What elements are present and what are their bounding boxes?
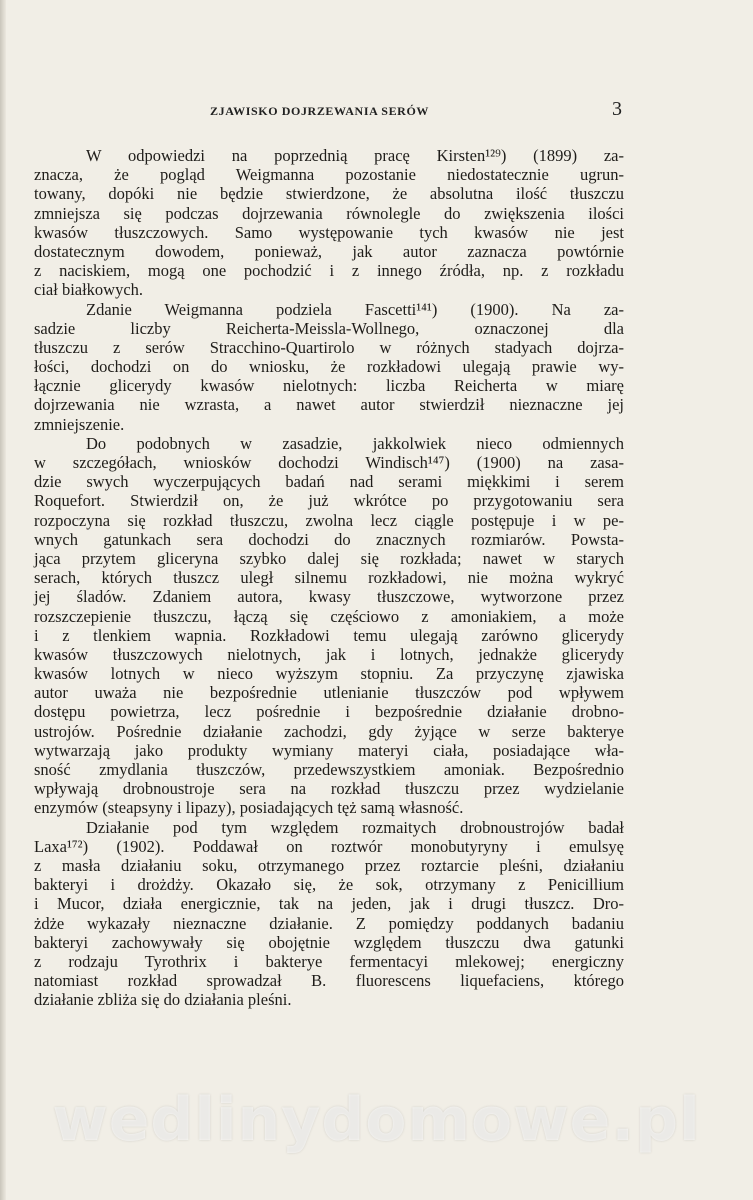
- text-line: rozpoczyna się rozkład tłuszczu, zwolna lecz ciągle postępuje i w pe-: [34, 510, 624, 530]
- text-line: Działanie pod tym względem rozmaitych drobnoustrojów badał: [86, 817, 624, 837]
- text-line: wnych gatunkach sera dochodzi do znacznych rozmiarów. Powsta-: [34, 529, 624, 549]
- text-line: kwasów lotnych w nieco wyższym stopniu. Za przyczynę zjawiska: [34, 664, 624, 684]
- text-line: autor uważa nie bezpośrednie utlenianie tłuszczów pod wpływem: [34, 683, 624, 703]
- text-line: wytwarzają jako produkty wymiany materyi ciała, posiadające wła-: [34, 740, 624, 760]
- text-line: z naciskiem, mogą one pochodzić i z innego źródła, np. z rozkładu: [34, 261, 624, 281]
- text-line: dzie swych wyczerpujących badań nad serami miękkimi i serem: [34, 472, 624, 492]
- text-line: ciał białkowych.: [34, 280, 144, 300]
- text-line: bakteryi zachowywały się obojętnie względem tłuszczu dwa gatunki: [34, 932, 624, 952]
- text-line: jej śladów. Zdaniem autora, kwasy tłuszczowe, wytworzone przez: [34, 587, 624, 607]
- text-line: towany, dopóki nie będzie stwierdzone, że absolutna ilość tłuszczu: [34, 184, 624, 204]
- text-line: serach, których tłuszcz uległ silnemu rozkładowi, nie można wykryć: [34, 568, 624, 588]
- text-line: bakteryi i drożdży. Okazało się, że sok, otrzymany z Penicillium: [34, 875, 624, 895]
- text-line: W odpowiedzi na poprzednią pracę Kirsten¹²⁹) (1899) za-: [86, 146, 624, 165]
- body-text: [34, 146, 624, 1009]
- text-line: zmniejszenie.: [34, 414, 125, 434]
- text-line: Laxa¹⁷²) (1902). Poddawał on roztwór monobutyryny i emulsyę: [34, 836, 624, 856]
- text-line: znacza, że pogląd Weigmanna pozostanie niedostatecznie ugrun-: [34, 165, 624, 185]
- text-line: z masła działaniu soku, otrzymanego przez roztarcie pleśni, działaniu: [34, 855, 624, 875]
- text-line: enzymów (steapsyny i lipazy), posiadających tęż samą własność.: [34, 798, 464, 818]
- text-line: Roquefort. Stwierdził on, że już wkrótce po przygotowaniu sera: [34, 491, 624, 511]
- text-line: kwasów tłuszczowych nielotnych, jak i lotnych, jednakże glicerydy: [34, 644, 624, 664]
- text-line: z rodzaju Tyrothrix i bakterye fermentacyi mlekowej; energiczny: [34, 951, 624, 971]
- text-line: wpływają drobnoustroje sera na rozkład tłuszczu przez wydzielanie: [34, 779, 624, 799]
- text-line: łącznie glicerydy kwasów nielotnych: liczba Reicherta w miarę: [34, 376, 624, 396]
- running-head-title: ZJAWISKO DOJRZEWANIA SERÓW: [210, 104, 429, 118]
- page-binding-edge: [0, 0, 6, 1200]
- text-line: dostatecznym dowodem, ponieważ, jak autor zaznacza powtórnie: [34, 241, 624, 261]
- text-line: działanie zbliża się do działania pleśni.: [34, 990, 292, 1010]
- text-line: i Mucor, działa energicznie, tak na jeden, jak i drugi tłuszcz. Dro-: [34, 894, 624, 914]
- text-line: dostępu powietrza, lecz pośrednie i bezpośrednie działanie drobno-: [34, 702, 624, 722]
- text-line: żdże wykazały nieznaczne działanie. Z pomiędzy poddanych badaniu: [34, 913, 624, 933]
- text-line: kwasów tłuszczowych. Samo występowanie tych kwasów nie jest: [34, 222, 624, 242]
- running-head: [0, 98, 753, 122]
- text-line: natomiast rozkład sprowadzał B. fluorescens liquefaciens, którego: [34, 971, 624, 991]
- text-line: rozszczepienie tłuszczu, łączą się częściowo z amoniakiem, a może: [34, 606, 624, 626]
- text-line: Zdanie Weigmanna podziela Fascetti¹⁴¹) (1900). Na za-: [86, 299, 624, 319]
- text-line: zmniejsza się podczas dojrzewania równolegle do zwiększenia ilości: [34, 203, 624, 223]
- text-line: dojrzewania nie wzrasta, a nawet autor stwierdził nieznaczne jej: [34, 395, 624, 415]
- text-line: Do podobnych w zasadzie, jakkolwiek nieco odmiennych: [86, 433, 624, 453]
- text-line: łości, dochodzi on do wniosku, że rozkładowi ulegają prawie wy-: [34, 357, 624, 377]
- watermark: wedlinydomowe.pl: [52, 1085, 701, 1155]
- text-line: i z tlenkiem wapnia. Rozkładowi temu ulegają zarówno glicerydy: [34, 625, 624, 645]
- text-line: ustrojów. Pośrednie działanie zachodzi, gdy żyjące w serze bakterye: [34, 721, 624, 741]
- text-line: tłuszczu z serów Stracchino-Quartirolo w różnych stadyach dojrza-: [34, 337, 624, 357]
- text-line: jąca przytem gliceryna szybko dalej się rozkłada; nawet w starych: [34, 548, 624, 568]
- page-number: 3: [612, 98, 622, 120]
- text-line: w szczegółach, wniosków dochodzi Windisch¹⁴⁷) (1900) na zasa-: [34, 453, 624, 472]
- text-line: sadzie liczby Reicherta-Meissla-Wollnego, oznaczonej dla: [34, 318, 624, 338]
- text-line: sność zmydlania tłuszczów, przedewszystkiem amoniak. Bezpośrednio: [34, 760, 624, 779]
